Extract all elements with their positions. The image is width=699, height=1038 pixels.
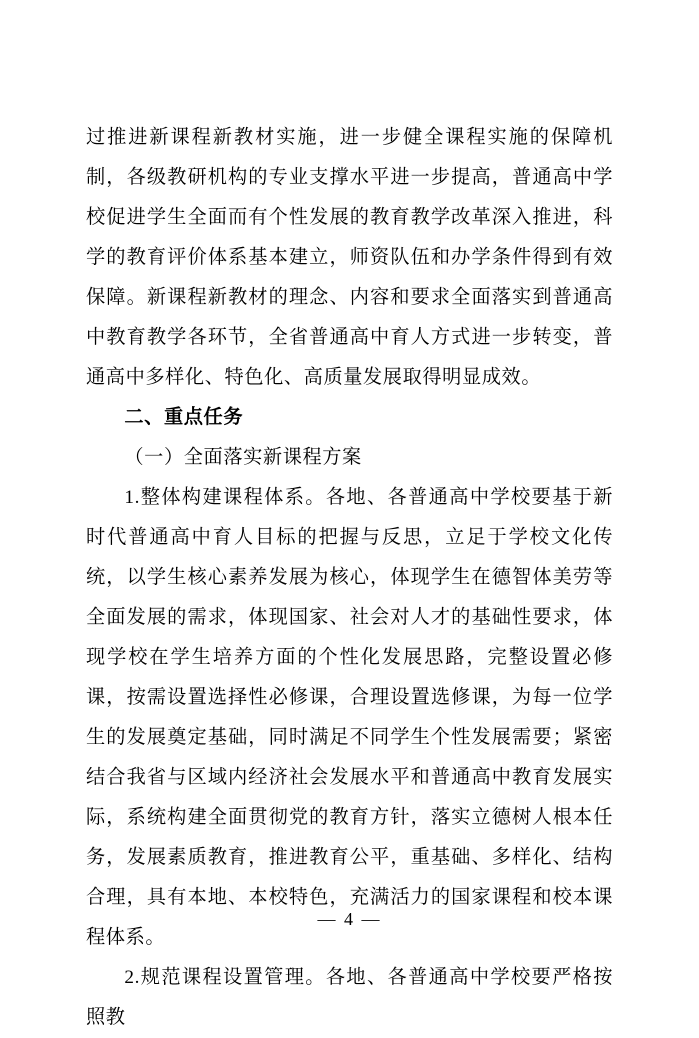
paragraph-item-1: 1.整体构建课程体系。各地、各普通高中学校要基于新时代普通高中育人目标的把握与反思，立足于学校文化传统，以学生核心素养发展为核心，体现学生在德智体美劳等全面发展的需求，体现国家、社会对人才的基础性要求，体现学校在学生培养方面的个性化发展思路，完整设置必修课，按需设置选择性必修课，合理设置选修课，为每一位学生的发展奠定基础，同时满足不同学生个性发展需要；紧密结合我省与区域内经济社会发展水平和普通高中教育发展实际，系统构建全面贯彻党的教育方针，落实立德树人根本任务，发展素质教育，推进教育公平，重基础、多样化、结构合理，具有本地、本校特色，充满活力的国家课程和校本课程体系。	[86, 487, 613, 948]
section-heading: 二、重点任务	[124, 407, 244, 428]
paragraph-item-2: 2.规范课程设置管理。各地、各普通高中学校要严格按照教	[86, 967, 613, 1028]
subsection-heading: （一）全面落实新课程方案	[124, 447, 362, 468]
document-body	[86, 118, 613, 1038]
paragraph-continued: 过推进新课程新教材实施，进一步健全课程实施的保障机制，各级教研机构的专业支撑水平进一步提高，普通高中学校促进学生全面而有个性发展的教育教学改革深入推进，科学的教育评价体系基本建立，师资队伍和办学条件得到有效保障。新课程新教材的理念、内容和要求全面落实到普通高中教育教学各环节，全省普通高中育人方式进一步转变，普通高中多样化、特色化、高质量发展取得明显成效。	[86, 127, 613, 388]
page-number-footer: — 4 —	[317, 909, 382, 929]
